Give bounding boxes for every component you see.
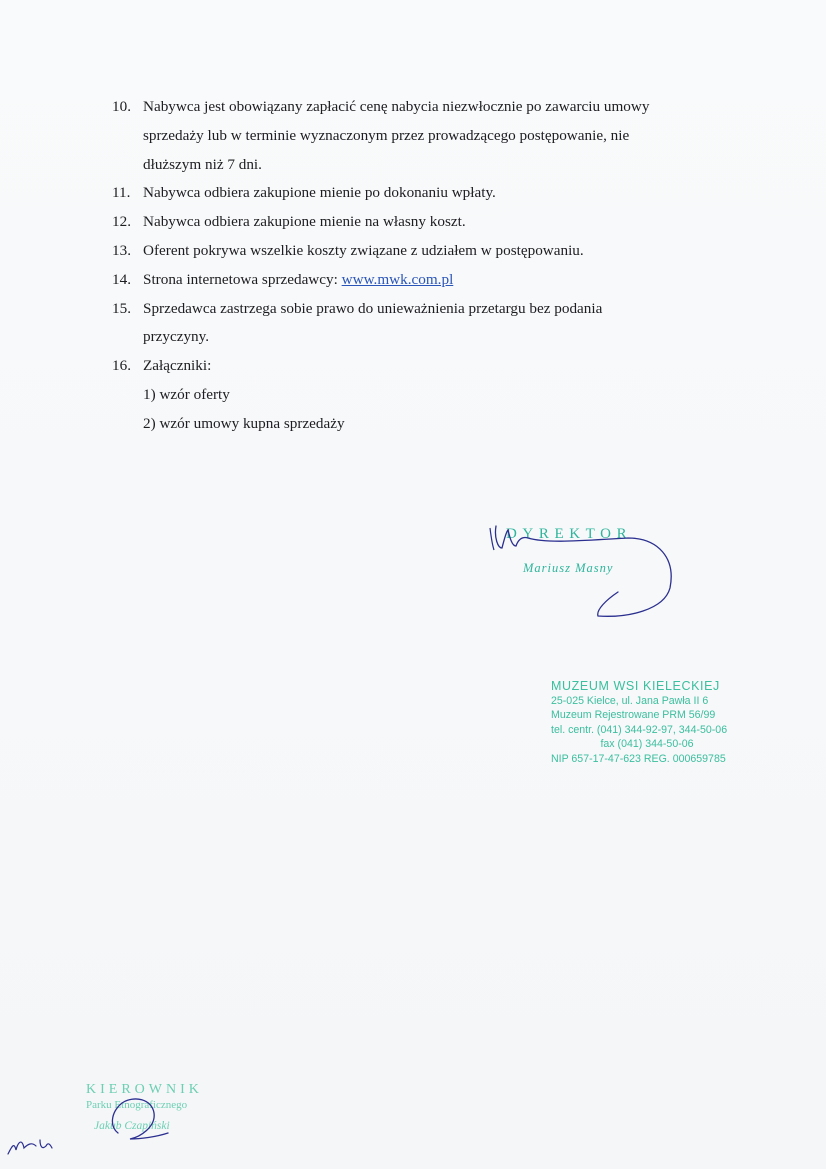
item-text: sprzedaży lub w terminie wyznaczonym przez prowadzącego postępowanie, nie <box>143 126 630 144</box>
item-number <box>112 381 143 410</box>
manager-stamp-title: KIEROWNIK <box>86 1082 203 1097</box>
item-number <box>112 151 143 180</box>
manager-signature <box>100 1075 180 1145</box>
director-stamp-title: DYREKTOR <box>506 526 633 542</box>
manager-stamp-subtitle: Parku Etnograficznego <box>86 1099 188 1111</box>
list-item <box>112 93 732 122</box>
museum-stamp-phone: tel. centr. (041) 344-92-97, 344-50-06 <box>551 723 728 736</box>
list-item <box>112 151 732 180</box>
list-item <box>112 295 732 324</box>
director-signature <box>488 518 688 628</box>
paraph-mark <box>6 1132 66 1162</box>
museum-stamp-name: MUZEUM WSI KIELECKIEJ <box>551 679 720 693</box>
list-item <box>112 122 732 151</box>
terms-list <box>112 93 732 439</box>
item-text: Oferent pokrywa wszelkie koszty związane z udziałem w postępowaniu. <box>143 241 584 259</box>
item-number: 16. <box>112 357 131 375</box>
item-number <box>112 122 143 151</box>
manager-stamp-name: Jakub Czapiński <box>94 1120 170 1132</box>
list-item <box>112 410 732 439</box>
item-number <box>112 323 143 352</box>
museum-stamp-register: Muzeum Rejestrowane PRM 56/99 <box>551 709 716 721</box>
item-text: Nabywca jest obowiązany zapłacić cenę nabycia niezwłocznie po zawarciu umowy <box>143 98 650 115</box>
list-item <box>112 381 732 410</box>
item-text: Nabywca odbiera zakupione mienie po dokonaniu wpłaty. <box>143 184 496 202</box>
museum-stamp-nip: NIP 657-17-47-623 REG. 000659785 <box>551 752 726 765</box>
website-label: Strona internetowa sprzedawcy: <box>143 270 342 288</box>
list-item <box>112 352 732 381</box>
item-text <box>143 266 732 295</box>
item-text: Sprzedawca zastrzega sobie prawo do unieważnienia przetargu bez podania <box>143 299 603 317</box>
item-text: dłuższym niż 7 dni. <box>143 155 262 173</box>
list-item <box>112 179 732 208</box>
item-number: 14. <box>112 270 131 288</box>
list-item <box>112 237 732 266</box>
item-number: 12. <box>112 213 131 231</box>
item-number <box>112 410 143 439</box>
item-number: 15. <box>112 299 131 317</box>
item-text: 1) wzór oferty <box>143 385 230 403</box>
item-number: 11. <box>112 184 131 202</box>
website-link[interactable]: www.mwk.com.pl <box>341 270 454 288</box>
list-item <box>112 208 732 237</box>
museum-stamp <box>551 679 761 766</box>
list-item <box>112 266 732 295</box>
item-text: 2) wzór umowy kupna sprzedaży <box>143 414 345 432</box>
item-text: przyczyny. <box>143 328 210 346</box>
item-text: Załączniki: <box>143 357 212 375</box>
list-item <box>112 323 732 352</box>
item-number: 13. <box>112 241 131 259</box>
museum-stamp-address: 25-025 Kielce, ul. Jana Pawła II 6 <box>551 694 709 707</box>
director-stamp-name: Mariusz Masny <box>523 561 614 575</box>
item-text: Nabywca odbiera zakupione mienie na własny koszt. <box>143 213 466 231</box>
item-number: 10. <box>112 98 131 115</box>
museum-stamp-fax: fax (041) 344-50-06 <box>600 738 694 750</box>
